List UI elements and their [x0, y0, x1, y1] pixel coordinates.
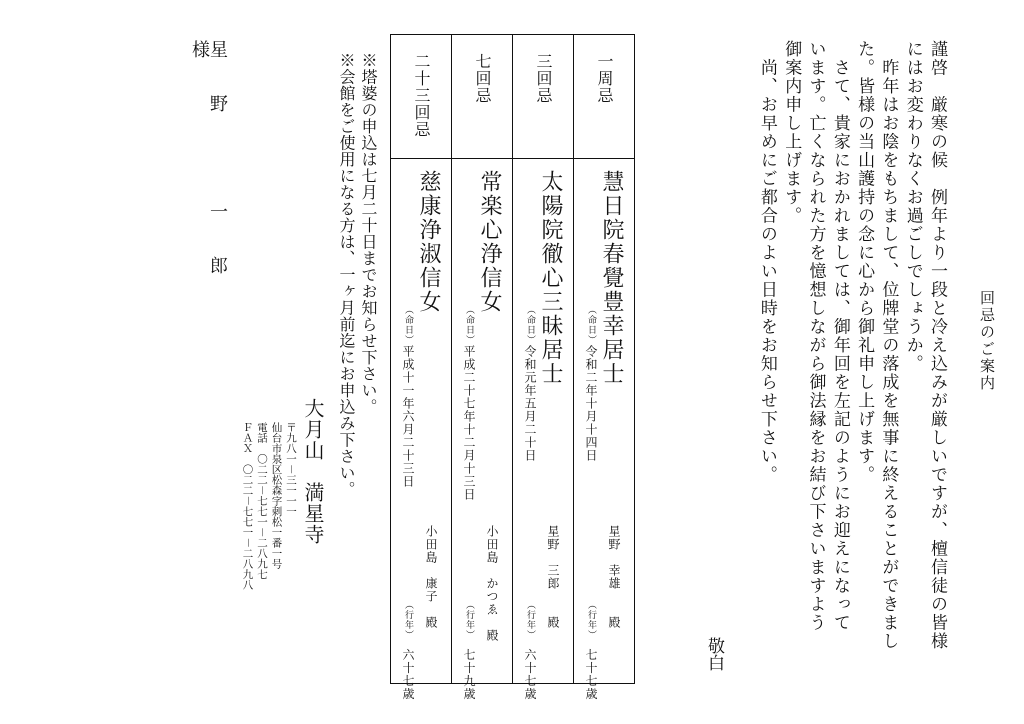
letter-body: [755, 40, 949, 651]
memorial-age: [585, 600, 597, 701]
recipient-honorific: 様: [189, 40, 210, 58]
person-honorific: 殿: [546, 616, 560, 629]
letter-line: 謹啓 厳寒の候 例年より一段と冷え込みが厳しいですが、檀信徒の皆様: [927, 40, 947, 651]
memorial-kaimyo: 慧日院春覺豊幸居士: [599, 170, 624, 386]
letter-line: た。皆様の当山護持の念に心から御礼申し上げます。: [854, 40, 875, 484]
age-value: 七十七歳: [584, 648, 598, 701]
letter-line: 昨年はお陰をもちまして、位牌堂の落成を無事に終えることができまし: [878, 40, 899, 651]
letter-line: 御案内申し上げます。: [781, 40, 802, 225]
memorial-header-cell: [574, 35, 634, 159]
memorial-person: [486, 525, 498, 642]
temple-name: 大月山 満星寺: [301, 398, 325, 545]
memorial-age: [402, 600, 414, 701]
death-date-label: （命日）: [464, 305, 474, 345]
person-honorific: 殿: [424, 616, 438, 629]
age-label: （行年）: [586, 600, 596, 636]
memorial-age: [463, 600, 475, 701]
temple-address: 仙台市泉区松森字刺松一番一号: [270, 422, 283, 569]
memorial-table: [390, 34, 635, 701]
person-honorific: 殿: [607, 616, 621, 629]
person-name: 星野 幸雄: [607, 525, 621, 590]
letter-line: さて、貴家におかれましては、御年回を左記のようにお迎えになって: [829, 40, 850, 632]
memorial-kaimyo: 太陽院徹心三昧居士: [538, 170, 563, 386]
memorial-column: [451, 35, 512, 701]
person-name: 小田島 康子: [424, 525, 438, 603]
letter-closing: 敬白: [704, 637, 724, 671]
memorial-anniversary: 二十三回忌: [412, 53, 431, 138]
memorial-person: [547, 525, 559, 629]
temple-contact: [240, 422, 298, 590]
age-label: （行年）: [403, 600, 413, 636]
memorial-death-date: [402, 305, 414, 488]
death-date-label: （命日）: [525, 305, 535, 345]
memorial-header-cell: [391, 35, 451, 159]
death-date-value: 令和元年五月二十日: [523, 345, 537, 462]
memorial-column: [391, 35, 451, 701]
document-title: 回忌のご案内: [978, 290, 996, 392]
death-date-value: 平成十一年六月二十三日: [401, 345, 415, 488]
memorial-header-cell: [513, 35, 573, 159]
age-value: 六十七歳: [401, 648, 415, 701]
person-honorific: 殿: [485, 629, 499, 642]
memorial-anniversary: 三回忌: [534, 53, 553, 104]
memorial-anniversary: 一周忌: [595, 53, 614, 104]
age-value: 六十七歳: [523, 648, 537, 701]
death-date-value: 平成二十七年十二月十三日: [462, 345, 476, 501]
memorial-anniversary: 七回忌: [473, 53, 492, 104]
memorial-person: [608, 525, 620, 629]
person-name: 星野 三郎: [546, 525, 560, 590]
memorial-age: [524, 600, 536, 701]
memorial-column: [573, 35, 634, 701]
memorial-header-cell: [452, 35, 512, 159]
death-date-value: 令和二年十月十四日: [584, 345, 598, 462]
memorial-death-date: [585, 305, 597, 462]
note-hall: ※会館をご使用になる方は、一ヶ月前迄にお申込み下さい。: [337, 52, 356, 498]
memorial-kaimyo: 慈康浄淑信女: [416, 170, 441, 314]
temple-postal: 〒九八一－三一一一: [285, 422, 297, 517]
age-label: （行年）: [525, 600, 535, 636]
letter-line: います。亡くなられた方を憶想しながら御法縁をお結び下さいますよう: [805, 40, 826, 632]
memorial-person: [425, 525, 437, 629]
age-label: （行年）: [464, 600, 474, 636]
letter-line: 尚、お早めにご都合のよい日時をお知らせ下さい。: [756, 40, 777, 484]
recipient: [190, 40, 226, 310]
age-value: 七十九歳: [462, 648, 476, 701]
temple-phone: 電話 〇二二－七七一－二八九七: [256, 422, 268, 580]
death-date-label: （命日）: [403, 305, 413, 345]
person-name: 小田島 かつゑ: [485, 525, 499, 616]
death-date-label: （命日）: [586, 305, 596, 345]
letter-line: にはお変わりなくお過ごしでしょうか。: [902, 40, 923, 373]
recipient-name: 星野 一郎: [207, 40, 228, 310]
memorial-death-date: [524, 305, 536, 462]
memorial-kaimyo: 常楽心浄信女: [477, 170, 502, 314]
memorial-column: [512, 35, 573, 701]
memorial-death-date: [463, 305, 475, 501]
note-stupa: ※塔婆の申込は七月二十日までお知らせ下さい。: [359, 52, 378, 415]
temple-fax: ＦＡＸ 〇二二－七七一－二八九八: [241, 422, 254, 590]
